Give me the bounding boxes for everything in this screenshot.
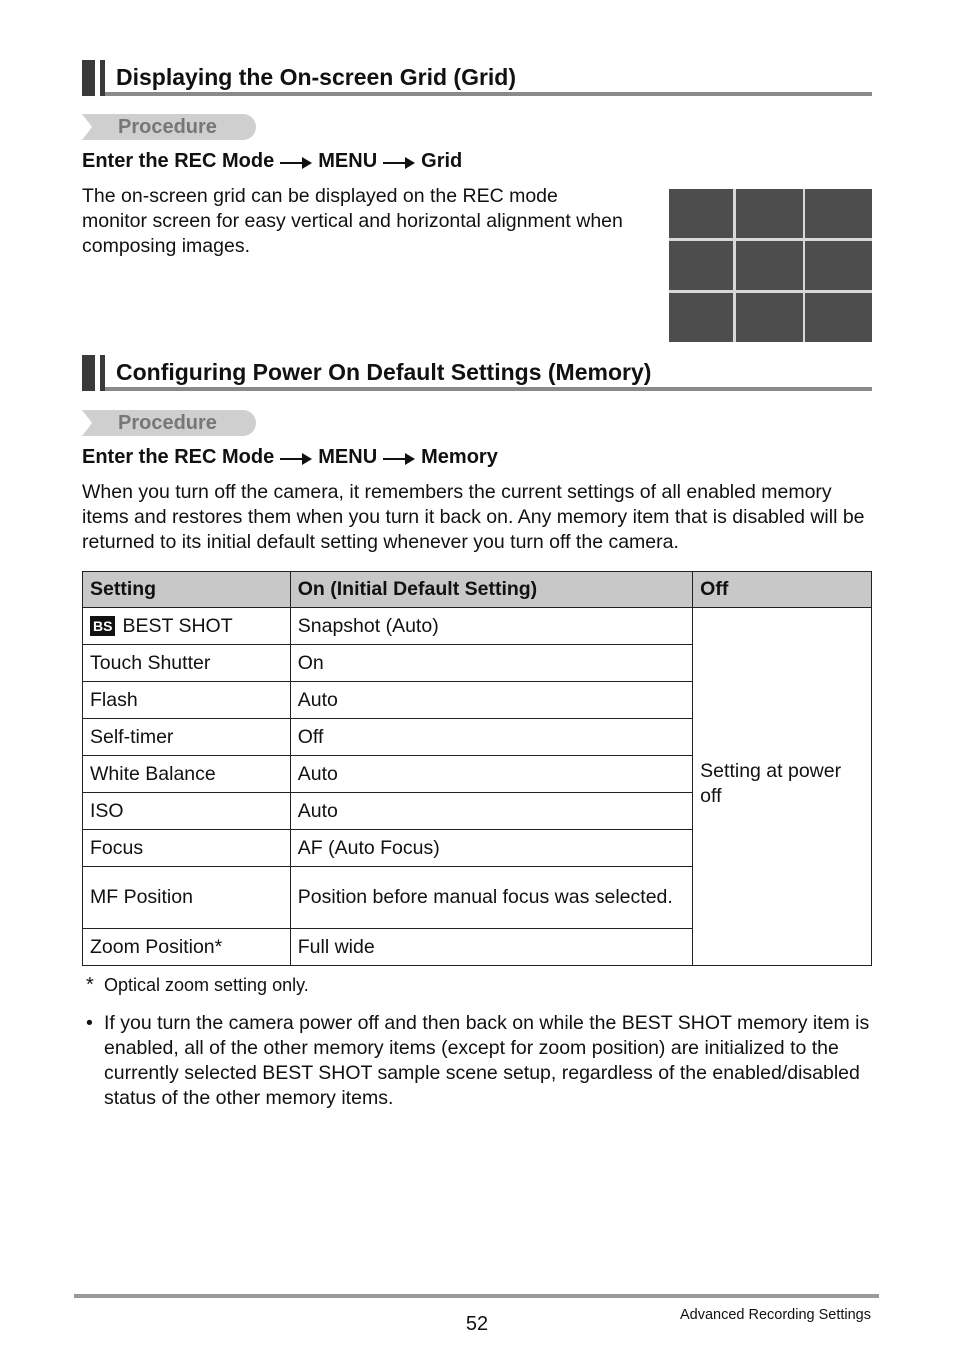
setting-cell: Touch Shutter [83,645,291,682]
grid-cell [805,189,872,238]
chevron-icon [82,410,92,436]
on-value-cell: Auto [290,682,692,719]
arrow-right-icon [381,448,417,468]
on-value-cell: On [290,645,692,682]
grid-cell [736,189,803,238]
setting-cell: Self-timer [83,719,291,756]
grid-illustration [669,189,872,342]
path-step: Enter the REC Mode [82,446,275,469]
grid-description: The on-screen grid can be displayed on the REC mode monitor screen for easy vertical and horizontal alignment when composing images. [82,185,623,257]
heading-rule [105,92,872,96]
section-title: Displaying the On-screen Grid (Grid) [116,64,517,90]
grid-cell [736,241,803,290]
footer-rule [74,1294,879,1298]
menu-path-memory [82,446,498,472]
path-step: Enter the REC Mode [82,150,275,173]
section-heading-grid [82,60,872,100]
off-value-cell: Setting at power off [693,608,872,966]
footnote-text: Optical zoom setting only. [104,975,309,995]
column-header: Setting [83,572,291,608]
memory-settings-table [82,571,872,966]
on-value-cell: Auto [290,793,692,830]
section-title: Configuring Power On Default Settings (Memory) [116,359,652,385]
setting-cell: Flash [83,682,291,719]
heading-bar [100,355,105,391]
menu-path-grid [82,150,462,176]
path-step: Memory [421,446,498,469]
setting-cell: White Balance [83,756,291,793]
bullet-icon: • [86,1012,93,1034]
grid-cell [669,189,733,238]
column-header: On (Initial Default Setting) [290,572,692,608]
grid-cell [669,293,733,342]
table-header-row [83,572,872,608]
heading-bar [82,355,95,391]
path-step: Grid [421,150,463,173]
path-step: MENU [318,150,378,173]
setting-cell: MF Position [83,867,291,929]
grid-cell [805,241,872,290]
arrow-right-icon [381,152,417,172]
procedure-label: Procedure [118,116,217,138]
setting-cell [83,608,291,645]
setting-name: BEST SHOT [122,614,233,637]
path-step: MENU [318,446,378,469]
chevron-icon [82,114,92,140]
setting-cell: ISO [83,793,291,830]
setting-cell: Focus [83,830,291,867]
arrow-right-icon [278,448,314,468]
procedure-tag [82,410,256,436]
on-value-cell: Off [290,719,692,756]
table-row [83,608,872,645]
grid-cell [669,241,733,290]
footnote [86,974,309,997]
on-value-cell: Full wide [290,929,692,966]
on-value-cell: Snapshot (Auto) [290,608,692,645]
best-shot-icon: BS [90,616,115,636]
chapter-title: Advanced Recording Settings [679,1307,871,1323]
footnote-marker: * [86,974,94,996]
procedure-tag [82,114,256,140]
column-header: Off [693,572,872,608]
note-text: If you turn the camera power off and then back on while the BEST SHOT memory item is enabled, all of the other memory items (except for zoom position) are initialized to the currently selected BEST SHOT sample scene setup, regardless of the enabled/disabled status of the other memory items. [104,1012,870,1109]
on-value-cell: Position before manual focus was selected. [290,867,692,929]
grid-cell [805,293,872,342]
grid-cell [736,293,803,342]
procedure-label: Procedure [118,412,217,434]
heading-rule [105,387,872,391]
setting-cell: Zoom Position* [83,929,291,966]
on-value-cell: Auto [290,756,692,793]
memory-description: When you turn off the camera, it remembers the current settings of all enabled memory items and restores them when you turn it back on. Any memory item that is disabled will be returned to its initial default setting whenever you turn off the camera. [82,481,865,553]
heading-bar [100,60,105,96]
heading-bar [82,60,95,96]
arrow-right-icon [278,152,314,172]
on-value-cell: AF (Auto Focus) [290,830,692,867]
page-number: 52 [465,1313,489,1335]
section-heading-memory [82,355,872,395]
